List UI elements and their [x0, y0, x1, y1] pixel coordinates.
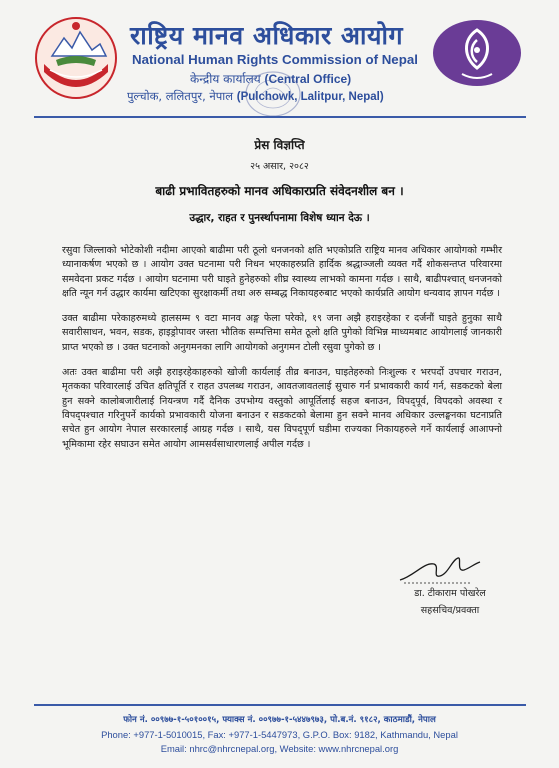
footer-divider — [34, 704, 526, 706]
letterhead — [0, 0, 559, 112]
office-english: (Central Office) — [264, 72, 352, 86]
body-paragraph-2: उक्त बाढीमा परेकाहरुमध्ये हालसम्म ९ वटा मानव अङ्ग फेला परेको, १९ जना अझै हराइरहेका र दर्जनौं घाइते हुनुका साथै सवारीसाधन, भवन, सडक, हाइड्रोपावर जस्ता भौतिक सम्पत्तिमा समेत ठूलो क्षति पुगेको विभिन्न माध्यमबाट आयोगलाई जानकारी प्राप्त भएको छ । उक्त घटनाको अनुगमनका लागि आयोगको अनुगमन टोली रसुवा पुगेको छ । — [62, 313, 503, 353]
press-subheadline: उद्धार, राहत र पुनर्स्थापनामा विशेष ध्यान देऊ । — [189, 212, 370, 224]
press-headline: बाढी प्रभावितहरुको मानव अधिकारप्रति संवेदनशील बन । — [155, 184, 404, 198]
press-release-date: २५ असार, २०८२ — [250, 161, 309, 172]
nepal-emblem-icon — [34, 16, 118, 100]
body-paragraph-3: अतः उक्त बाढीमा परी अझै हराइरहेकाहरुको खोजी कार्यलाई तीव्र बनाउन, घाइतेहरुको निःशुल्क र भरपर्दो उपचार गराउन, मृतकका परिवारलाई उचित क्षतिपूर्ति र राहत उपलब्ध गराउन, आवतजावतलाई सुचारु गर्न प्रभावकारी कार्य गर्न, सडकटको बेला हुन सक्ने कालोबजारीलाई नियन्त्रण गर्दै दैनिक उपभोग्य वस्तुको आपूर्तिलाई सहज बनाउन, विपद्पूर्व, विपदको अवस्था र विपद्पश्चात गरिनुपर्ने कार्यको प्रभावकारी योजना बनाउन र सडकटको बेलामा हुन सक्ने मानव अधिकार उल्लङ्घनका घटनाप्रति सचेत हुन आयोग नेपाल सरकारलाई आग्रह गर्दछ । साथै, यस विपद्पूर्ण घडीमा राज्यका निकायहरुले गर्ने कार्यलाई आआफ्नो भूमिकामा रहेर सघाउन समेत आयोग आमसर्वसाधारणलाई अपील गर्दछ । — [62, 367, 502, 450]
footer-contact-nepali: फोन नं. ००९७७-१-५०१००१५, फ्याक्स नं. ००९७७-१-५४४७९७३, पो.ब.नं. ९१८२, काठमाडौं, नेपाल — [123, 715, 436, 725]
signatory-title: सहसचिव/प्रवक्ता — [420, 605, 480, 616]
signatory-name: डा. टीकाराम पोखरेल — [414, 588, 486, 599]
body-paragraph-1: रसुवा जिल्लाको भोटेकोशी नदीमा आएको बाढीमा परी ठूलो धनजनको क्षति भएकोप्रति राष्ट्रिय मानव अधिकार आयोगको गम्भीर ध्यानाकर्षण भएको छ । आयोग उक्त घटनामा परी निधन भएकाहरुप्रति हार्दिक श्रद्धाञ्जली व्यक्त गर्दै शोकसन्तप्त परिवारमा समवेदना प्रकट गर्दछ । आयोग घटनामा परी घाइते हुनेहरुको शीघ्र स्वास्थ्य लाभको कामना गर्दछ । साथै, बाढीपश्चात् धनजनको क्षति न्यून गर्न उद्धार कार्यमा खटिएका सुरक्षाकर्मी तथा अरु सम्बद्ध निकायहरुबाट भएको कार्यप्रति आयोग धन्यवाद ज्ञापन गर्दछ । — [62, 245, 502, 299]
nhrc-logo-icon — [432, 18, 522, 88]
address-nepali: पुल्चोक, ललितपुर, नेपाल — [127, 89, 234, 103]
handwritten-signature — [394, 554, 484, 586]
footer-contact-english: Phone: +977-1-5010015, Fax: +977-1-5447973, G.P.O. Box: 9182, Kathmandu, Nepal — [101, 729, 458, 740]
org-name-english: National Human Rights Commission of Nepal — [132, 52, 418, 67]
office-nepali: केन्द्रीय कार्यालय — [190, 72, 261, 86]
org-name-nepali: राष्ट्रिय मानव अधिकार आयोग — [130, 21, 404, 50]
footer-email-website: Email: nhrc@nhrcnepal.org, Website: www.nhrcnepal.org — [160, 743, 399, 754]
press-release-title: प्रेस विज्ञप्ति — [254, 138, 305, 152]
seal-stamp-icon — [244, 70, 302, 118]
address-english: (Pulchowk, Lalitpur, Nepal) — [236, 91, 384, 103]
header-divider — [34, 116, 526, 118]
press-body — [62, 244, 502, 463]
